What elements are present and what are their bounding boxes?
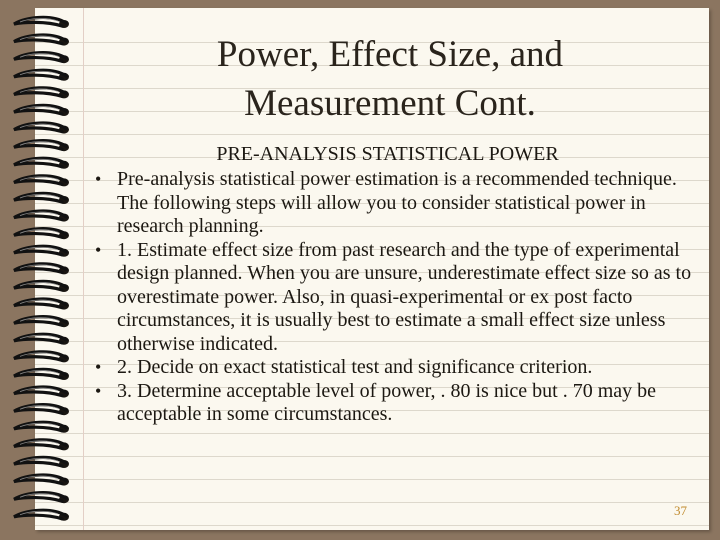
bullet-list	[95, 168, 695, 427]
spiral-binding-icon	[0, 14, 90, 526]
bullet-dot: •	[95, 357, 102, 377]
spiral-ring-icon	[14, 387, 69, 398]
spiral-ring-icon	[14, 493, 69, 504]
bullet-item	[95, 239, 695, 357]
spiral-ring-icon	[14, 105, 69, 116]
bullet-text: Pre-analysis statistical power estimation is a recommended technique. The following steps will allow you to consider statistical power in research planning.	[117, 168, 677, 237]
spiral-ring-icon	[14, 70, 69, 81]
spiral-ring-icon	[14, 35, 69, 46]
spiral-ring-icon	[14, 123, 69, 134]
spiral-ring-icon	[14, 229, 69, 240]
section-heading: PRE-ANALYSIS STATISTICAL POWER	[216, 143, 559, 165]
spiral-ring-icon	[14, 193, 69, 204]
spiral-ring-icon	[14, 475, 69, 486]
spiral-ring-icon	[14, 317, 69, 328]
spiral-ring-icon	[14, 176, 69, 187]
bullet-text: 1. Estimate effect size from past research and the type of experimental design planned. When you are unsure, underestimate effect size so as to overestimate power. Also, in quasi-experimental or ex post facto circumstances, it is usually best to estimate a small effect size unless otherwise indicated.	[117, 238, 692, 355]
spiral-ring-icon	[14, 281, 69, 292]
bullet-item	[95, 168, 695, 239]
spiral-ring-icon	[14, 334, 69, 345]
spiral-ring-icon	[14, 352, 69, 363]
title-line-2: Measurement Cont.	[244, 83, 536, 124]
bullet-text: 3. Determine acceptable level of power, . 80 is nice but . 70 may be acceptable in some circumstances.	[117, 379, 657, 425]
spiral-ring-icon	[14, 17, 69, 28]
title-line-1: Power, Effect Size, and	[216, 34, 564, 75]
spiral-ring-icon	[14, 369, 69, 380]
spiral-ring-icon	[14, 88, 69, 99]
bullet-dot: •	[95, 380, 102, 401]
spiral-ring-icon	[14, 510, 69, 521]
spiral-ring-icon	[14, 440, 69, 451]
spiral-ring-icon	[14, 299, 69, 310]
bullet-text: 2. Decide on exact statistical test and significance criterion.	[117, 356, 593, 378]
spiral-ring-icon	[14, 53, 69, 64]
spiral-ring-icon	[14, 422, 69, 433]
spiral-ring-icon	[14, 405, 69, 416]
bullet-dot: •	[95, 169, 102, 189]
slide-title	[120, 30, 660, 128]
bullet-item	[95, 356, 695, 380]
spiral-ring-icon	[14, 211, 69, 222]
spiral-ring-icon	[14, 246, 69, 257]
spiral-ring-icon	[14, 264, 69, 275]
bullet-item	[95, 380, 695, 427]
bullet-dot: •	[95, 239, 102, 260]
page-number: 37	[674, 503, 687, 518]
spiral-ring-icon	[14, 457, 69, 468]
